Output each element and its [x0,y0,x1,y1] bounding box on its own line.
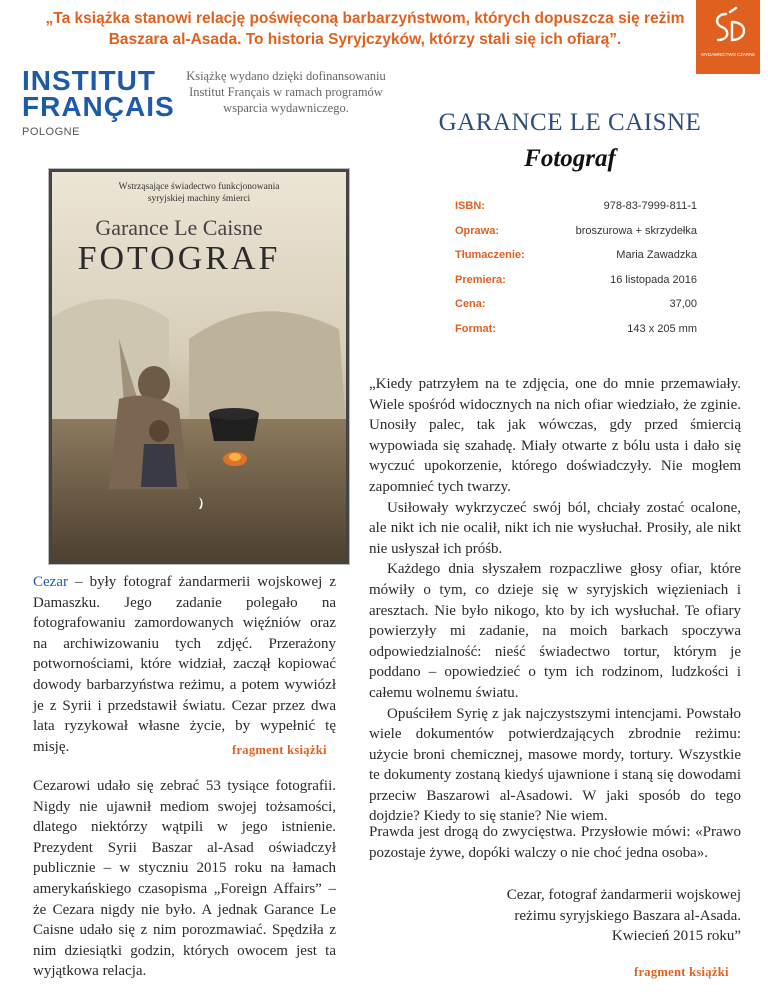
fragment-label-left: fragment książki [232,743,327,757]
institut-logo-line2: FRANÇAIS [22,91,175,122]
details-label: Cena: [455,298,486,310]
details-value: 37,00 [669,298,697,310]
right-quote-body [369,374,741,827]
details-label: Tłumaczenie: [455,249,525,261]
details-row-translation [455,249,697,273]
details-value: broszurowa + skrzydełka [575,224,697,237]
details-value: Maria Zawadzka [616,249,697,261]
header-quote: „Ta książka stanowi relację poświęconą barbarzyństwom, których dopuszcza się reżim Baszara al-Asada. To historia Syryjczyków, którzy stali się ich ofiarą”. [45,10,685,48]
cover-author: Garance Le Caisne [95,215,263,240]
author-heading: GARANCE LE CAISNE [438,109,702,136]
fragment-label-right: fragment książki [634,965,729,979]
institut-francais-logo [22,65,175,138]
details-label: ISBN: [455,200,485,212]
publisher-logo [696,0,760,74]
details-row-isbn [455,200,697,224]
right-paragraph-2: Usiłowały wykrzyczeć swój ból, chciały zostać ocalone, ale nikt ich nie ocalił, nikt ich nie wysłuchał. Prosiły, ale nikt nie usłyszał ich próśb. [369,499,741,557]
book-cover-image [48,168,350,565]
right-paragraph-4: Opuściłem Syrię z jak najczystszymi intencjami. Powstało wiele dokumentów potwierdzających zbrodnie reżimu: użycie broni chemicznej, masowe mordy, tortury. Wszystkie te dokumenty zostaną kiedyś ujawnione i staną się dowodami przeciw Baszarowi al-Asadowi. W jaki sposób do tego dojdzie? Kiedy to się stanie? Nie wiem. [369,705,741,825]
right-proverb: Prawda jest drogą do zwycięstwa. Przysłowie mówi: «Prawo pozostaje żywe, dopóki walczy o nie choć jedna osoba». [369,824,741,861]
funding-note: Książkę wydano dzięki dofinansowaniu Institut Français w ramach programów wsparcia wydawniczego. [186,69,386,115]
right-signoff [455,885,741,947]
cover-tagline-line1: Wstrząsające świadectwo funkcjonowania [118,182,280,192]
cover-title: FOTOGRAF [77,240,281,277]
cezar-name: Cezar [33,574,68,590]
right-paragraph-3: Każdego dnia słyszałem rozpaczliwe głosy ofiar, które mówiły o tym, co dzieje się w syryjskich więzieniach i aresztach. Nie było nikogo, kto by ich wysłuchał. Te ofiary powierzyły mi zadanie, na moich barkach spoczywa odpowiedzialność: nieść świadectwo tortur, którym je poddano – opowiedzieć o tym ich rodzinom, ludzkości i całemu wolnemu światu. [369,561,741,701]
details-row-format [455,323,697,347]
details-row-premiere [455,274,697,298]
details-row-binding [455,225,697,249]
details-label: Oprawa: [455,224,500,237]
details-label: Premiera: [455,273,506,286]
signoff-line-3: Kwiecień 2015 roku” [611,928,741,945]
right-paragraph-1: „Kiedy patrzyłem na te zdjęcia, one do mnie przemawiały. Wiele spośród widocznych na nich ofiar wiedziało, że zginie. Unosiły palec, tak jak wówczas, gdy przed śmiercią wypowiada się szahadę. Miały otwarte z bólu usta i dało się wyczuć upokorzenie, którego doświadczyły. Nie mogłem zapomnieć tych twarzy. [369,376,741,495]
signoff-line-2: reżimu syryjskiego Baszara al-Asada. [514,907,741,924]
details-value: 16 listopada 2016 [610,273,697,286]
details-value: 978-83-7999-811-1 [603,200,697,212]
book-title-heading: Fotograf [524,145,616,172]
left-paragraph-1: – były fotograf żandarmerii wojskowej z Damaszku. Jego zadanie polegało na fotografowaniu zamordowanych więźniów oraz na archiwizowaniu tych zdjęć. Przerażony potwornościami, które widział, zaczął kopiować dowody barbarzyństwa reżimu, a potem wywiózł je z Syrii i przedstawił światu. Cezar przez dwa lata ryzykował własne życie, by wypełnić tę misję. [33,574,336,755]
details-value: 143 x 205 mm [627,322,697,335]
institut-logo-line1: INSTITUT [22,65,156,96]
publisher-logo-caption: WYDAWNICTWO CZARNE [700,52,756,57]
left-description [33,572,336,757]
details-row-price [455,298,697,322]
details-label: Format: [455,322,496,335]
book-details-table [455,200,697,347]
left-paragraph-2: Cezarowi udało się zebrać 53 tysiące fotografii. Nigdy nie ujawnił mediom swojej tożsamości, dlatego niektórzy wątpili w jego istnienie. Prezydent Syrii Baszar al-Asad oświadczył publicznie – w styczniu 2015 roku na łamach amerykańskiego czasopisma „Foreign Affairs” – że Cezara nigdy nie było. A jednak Garance Le Caisne udało się z nim porozmawiać. Spędziła z nim dziesiątki godzin, których owocem jest ta wyjątkowa relacja. [33,778,336,980]
cover-tagline-line2: syryjskiej machiny śmierci [147,194,251,204]
institut-logo-country: POLOGNE [22,126,80,138]
signoff-line-1: Cezar, fotograf żandarmerii wojskowej [506,887,741,903]
